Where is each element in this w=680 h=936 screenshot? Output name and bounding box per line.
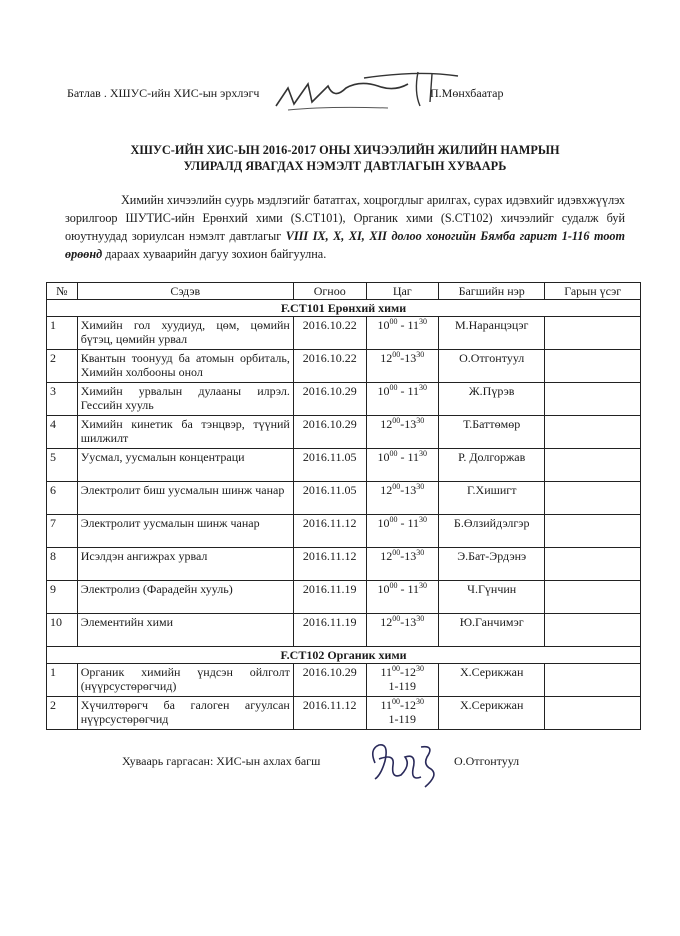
time-end-hour: - 11 [397, 516, 420, 530]
row-number [47, 515, 78, 548]
row-date-text: 2016.11.12 [302, 516, 357, 530]
time-end-hour: -13 [400, 615, 417, 629]
row-number-text: 2 [50, 698, 56, 712]
row-topic [77, 614, 293, 647]
row-signature-cell [545, 416, 641, 449]
time-end-minute: 30 [419, 515, 428, 524]
row-number-text: 9 [50, 582, 56, 596]
table-header-row [47, 283, 641, 300]
time-end-minute: 30 [416, 482, 425, 491]
row-teacher [439, 581, 545, 614]
row-topic-text: Электролит биш уусмалын шинж чанар [80, 483, 285, 497]
row-time [366, 350, 438, 383]
row-time [366, 416, 438, 449]
row-date [293, 548, 366, 581]
row-date-text: 2016.10.22 [302, 351, 357, 365]
section-title: F.CT101 Ерөнхий хими [47, 300, 641, 317]
row-number [47, 581, 78, 614]
row-signature-cell [545, 317, 641, 350]
time-end-hour: -12 [400, 698, 417, 712]
row-topic-text: Химийн кинетик ба тэнцвэр, түүний шилжилт [80, 417, 290, 445]
row-teacher [439, 350, 545, 383]
row-teacher-text: Т.Баттөмөр [463, 417, 521, 431]
intro-bold-text: VIII IX, X, XI, XII долоо хоногийн Бямба гаригт 1-116 тоот өрөөнд [65, 229, 626, 261]
row-number-text: 6 [50, 483, 56, 497]
row-date-text: 2016.11.12 [302, 549, 357, 563]
row-topic [77, 350, 293, 383]
time-start-hour: 12 [380, 483, 393, 497]
time-end-hour: -13 [400, 483, 417, 497]
row-number-text: 2 [50, 351, 56, 365]
time-start-hour: 10 [377, 450, 390, 464]
row-time [366, 449, 438, 482]
time-start-minute: 00 [392, 350, 401, 359]
section-row [47, 647, 641, 664]
row-signature-cell [545, 449, 641, 482]
header-number: № [47, 283, 78, 300]
row-topic [77, 482, 293, 515]
row-date [293, 350, 366, 383]
row-date [293, 416, 366, 449]
time-start-minute: 00 [392, 664, 401, 673]
row-teacher [439, 317, 545, 350]
author-name: О.Отгонтуул [454, 754, 520, 768]
row-number-text: 8 [50, 549, 56, 563]
time-end-hour: - 11 [397, 384, 420, 398]
time-start-minute: 00 [389, 383, 398, 392]
row-signature-cell [545, 581, 641, 614]
header-topic: Сэдэв [77, 283, 293, 300]
row-teacher [439, 548, 545, 581]
table-row [47, 416, 641, 449]
row-topic-text: Исэлдэн ангижрах урвал [80, 549, 208, 563]
row-date [293, 515, 366, 548]
row-date-text: 2016.10.29 [302, 665, 357, 679]
row-topic-text: Органик химийн үндсэн ойлголт (нүүрсустөрөгчид) [80, 665, 290, 693]
row-topic-text: Хүчилтөрөгч ба галоген агуулсан нүүрсустөрөгчид [80, 698, 290, 726]
row-time [366, 581, 438, 614]
intro-paragraph [65, 191, 625, 263]
row-number-text: 1 [50, 318, 56, 332]
time-end-minute: 30 [416, 548, 425, 557]
table-row [47, 515, 641, 548]
author-label: Хуваарь гаргасан: ХИС-ын ахлах багш [122, 754, 321, 768]
row-teacher [439, 515, 545, 548]
row-teacher-text: О.Отгонтуул [459, 351, 525, 365]
row-date [293, 317, 366, 350]
time-start-minute: 00 [389, 449, 398, 458]
table-row [47, 697, 641, 730]
time-end-minute: 30 [419, 317, 428, 326]
row-number [47, 614, 78, 647]
row-topic-text: Квантын тоонууд ба атомын орбиталь, Химийн холбооны онол [80, 351, 290, 379]
row-date-text: 2016.10.29 [302, 417, 357, 431]
row-signature-cell [545, 548, 641, 581]
row-teacher-text: Ч.Гүнчин [467, 582, 517, 596]
row-signature-cell [545, 515, 641, 548]
room-number: 1-119 [388, 712, 417, 726]
time-end-minute: 30 [419, 449, 428, 458]
room-number: 1-119 [388, 679, 417, 693]
time-end-hour: - 11 [397, 450, 420, 464]
row-date-text: 2016.10.29 [302, 384, 357, 398]
time-start-hour: 12 [380, 615, 393, 629]
row-topic [77, 317, 293, 350]
time-start-hour: 12 [380, 351, 393, 365]
approver-signature [268, 66, 468, 116]
header-signature: Гарын үсэг [545, 283, 641, 300]
row-topic [77, 449, 293, 482]
time-start-hour: 11 [380, 698, 393, 712]
row-teacher-text: Х.Серикжан [459, 698, 524, 712]
row-teacher [439, 614, 545, 647]
author-signature [365, 735, 445, 795]
section-title: F.CT102 Органик хими [47, 647, 641, 664]
time-start-hour: 11 [380, 665, 393, 679]
time-end-hour: -12 [400, 665, 417, 679]
time-end-hour: - 11 [397, 318, 420, 332]
table-row [47, 664, 641, 697]
row-number-text: 4 [50, 417, 56, 431]
document-title [60, 142, 630, 174]
row-teacher-text: Б.Өлзийдэлгэр [453, 516, 530, 530]
time-end-minute: 30 [416, 664, 425, 673]
row-time [366, 614, 438, 647]
row-date [293, 482, 366, 515]
row-signature-cell [545, 482, 641, 515]
intro-text-2: дараах хуваарийн дагуу зохион байгуулна. [102, 247, 327, 261]
time-end-minute: 30 [416, 697, 425, 706]
row-date [293, 664, 366, 697]
time-end-hour: -13 [400, 417, 417, 431]
time-start-hour: 10 [377, 384, 390, 398]
row-number [47, 548, 78, 581]
row-number [47, 317, 78, 350]
footer-line [122, 754, 562, 774]
header-teacher: Багшийн нэр [439, 283, 545, 300]
time-start-hour: 12 [380, 549, 393, 563]
row-topic [77, 515, 293, 548]
row-topic-text: Электролит уусмалын шинж чанар [80, 516, 260, 530]
row-date [293, 614, 366, 647]
row-date-text: 2016.11.19 [302, 582, 357, 596]
row-number [47, 697, 78, 730]
row-teacher-text: Ю.Ганчимэг [459, 615, 524, 629]
table-row [47, 581, 641, 614]
row-number-text: 1 [50, 665, 56, 679]
time-start-minute: 00 [392, 482, 401, 491]
row-teacher-text: Э.Бат-Эрдэнэ [457, 549, 527, 563]
section-row [47, 300, 641, 317]
time-start-minute: 00 [392, 416, 401, 425]
table-row [47, 614, 641, 647]
row-topic [77, 416, 293, 449]
row-number-text: 7 [50, 516, 56, 530]
approval-label: Батлав . ХШУС-ийн ХИС-ын эрхлэгч [67, 86, 260, 100]
table-row [47, 350, 641, 383]
row-teacher [439, 664, 545, 697]
row-signature-cell [545, 664, 641, 697]
row-number [47, 350, 78, 383]
time-start-minute: 00 [392, 697, 401, 706]
row-teacher-text: Р. Долгоржав [458, 450, 526, 464]
header-date: Огноо [293, 283, 366, 300]
table-row [47, 317, 641, 350]
row-teacher [439, 697, 545, 730]
time-end-hour: -13 [400, 549, 417, 563]
time-start-minute: 00 [389, 317, 398, 326]
time-end-minute: 30 [419, 383, 428, 392]
time-start-minute: 00 [389, 581, 398, 590]
time-start-minute: 00 [392, 614, 401, 623]
row-date-text: 2016.11.05 [302, 483, 357, 497]
row-number-text: 10 [50, 615, 62, 629]
row-time [366, 482, 438, 515]
row-date-text: 2016.10.22 [302, 318, 357, 332]
title-line-1: ХШУС-ИЙН ХИС-ЫН 2016-2017 ОНЫ ХИЧЭЭЛИЙН ЖИЛИЙН НАМРЫН [130, 143, 560, 157]
row-time [366, 548, 438, 581]
time-start-hour: 10 [377, 318, 390, 332]
row-date-text: 2016.11.05 [302, 450, 357, 464]
row-time [366, 697, 438, 730]
time-end-hour: -13 [400, 351, 417, 365]
row-topic [77, 697, 293, 730]
table-row [47, 548, 641, 581]
row-signature-cell [545, 383, 641, 416]
row-signature-cell [545, 614, 641, 647]
row-number [47, 449, 78, 482]
row-signature-cell [545, 697, 641, 730]
row-time [366, 664, 438, 697]
row-teacher [439, 416, 545, 449]
table-row [47, 449, 641, 482]
row-number [47, 383, 78, 416]
row-teacher-text: Ж.Пүрэв [468, 384, 515, 398]
row-date [293, 449, 366, 482]
row-teacher [439, 482, 545, 515]
time-start-hour: 10 [377, 582, 390, 596]
time-end-minute: 30 [419, 581, 428, 590]
time-start-hour: 10 [377, 516, 390, 530]
time-start-hour: 12 [380, 417, 393, 431]
row-topic [77, 383, 293, 416]
row-date [293, 383, 366, 416]
row-signature-cell [545, 350, 641, 383]
intro-text-1: Химийн хичээлийн суурь мэдлэгийг бататгах, хоцрогдлыг арилгах, сурах идэвхийг идэвхжүүлэх зорилгоор ШУТИС-ийн Ерөнхий хими (S.CT101), Органик хими (S.CT102) хичээлийг судалж буй оюутнуудад зориулсан нэмэлт давтлагыг [65, 193, 625, 243]
row-topic [77, 581, 293, 614]
header-time: Цаг [366, 283, 438, 300]
row-topic-text: Химийн гол хуудиуд, цөм, цөмийн бүтэц, цөмийн урвал [80, 318, 290, 346]
time-start-minute: 00 [389, 515, 398, 524]
row-date-text: 2016.11.12 [302, 698, 357, 712]
row-date [293, 697, 366, 730]
row-number [47, 664, 78, 697]
time-start-minute: 00 [392, 548, 401, 557]
row-topic-text: Химийн урвалын дулааны илрэл. Гессийн хууль [80, 384, 290, 412]
row-teacher [439, 383, 545, 416]
row-topic-text: Уусмал, уусмалын концентраци [80, 450, 245, 464]
row-topic [77, 548, 293, 581]
approver-name: П.Мөнхбаатар [430, 86, 504, 100]
table-row [47, 383, 641, 416]
row-teacher-text: Х.Серикжан [459, 665, 524, 679]
row-number [47, 482, 78, 515]
time-end-hour: - 11 [397, 582, 420, 596]
row-time [366, 383, 438, 416]
row-number-text: 5 [50, 450, 56, 464]
time-end-minute: 30 [416, 416, 425, 425]
row-topic-text: Электролиз (Фарадейн хууль) [80, 582, 233, 596]
row-number-text: 3 [50, 384, 56, 398]
schedule-table [46, 282, 641, 730]
row-teacher-text: М.Наранцэцэг [454, 318, 529, 332]
time-end-minute: 30 [416, 350, 425, 359]
row-teacher-text: Г.Хишигт [466, 483, 517, 497]
row-topic-text: Элементийн хими [80, 615, 174, 629]
title-line-2: УЛИРАЛД ЯВАГДАХ НЭМЭЛТ ДАВТЛАГЫН ХУВААРЬ [183, 159, 507, 173]
table-row [47, 482, 641, 515]
row-teacher [439, 449, 545, 482]
row-date [293, 581, 366, 614]
row-number [47, 416, 78, 449]
row-date-text: 2016.11.19 [302, 615, 357, 629]
row-topic [77, 664, 293, 697]
time-end-minute: 30 [416, 614, 425, 623]
row-time [366, 515, 438, 548]
row-time [366, 317, 438, 350]
